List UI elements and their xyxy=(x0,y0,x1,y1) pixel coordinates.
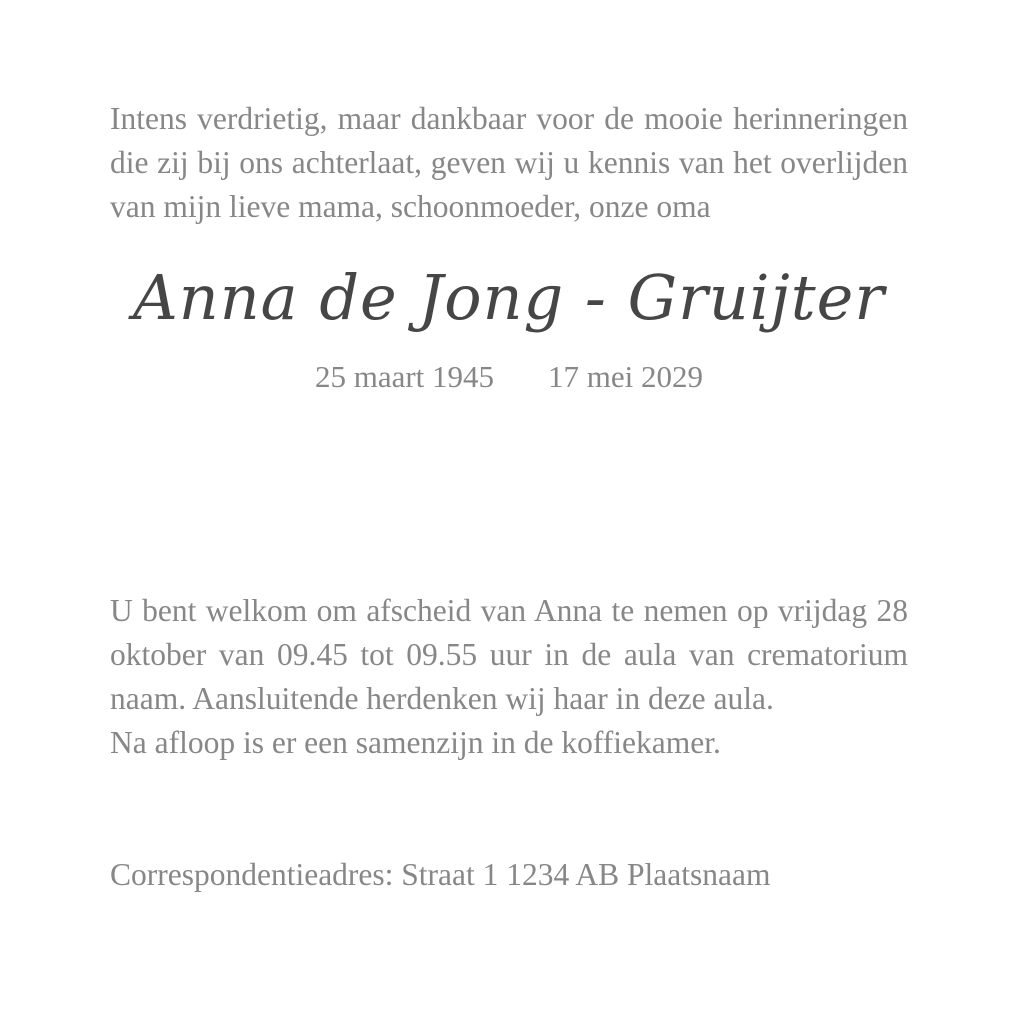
life-dates xyxy=(110,355,908,399)
card-content xyxy=(110,0,908,897)
intro-paragraph: Intens verdrietig, maar dankbaar voor de mooie herinneringen die zij bij ons achterlaat, geven wij u kennis van het overlijden van mijn lieve mama, schoonmoeder, onze oma xyxy=(110,101,908,224)
deceased-name: Anna de Jong - Gruijter xyxy=(133,261,885,334)
ceremony-paragraph: U bent welkom om afscheid van Anna te nemen op vrijdag 28 oktober van 09.45 tot 09.55 uur in de aula van crematorium naam. Aansluitende herdenken wij haar in deze aula. xyxy=(110,593,908,716)
correspondence-address: Correspondentieadres: Straat 1 1234 AB Plaatsnaam xyxy=(110,857,771,892)
reception-line: Na afloop is er een samenzijn in de koffiekamer. xyxy=(110,725,721,760)
death-date: 17 mei 2029 xyxy=(548,359,704,394)
birth-date: 25 maart 1945 xyxy=(314,359,495,394)
